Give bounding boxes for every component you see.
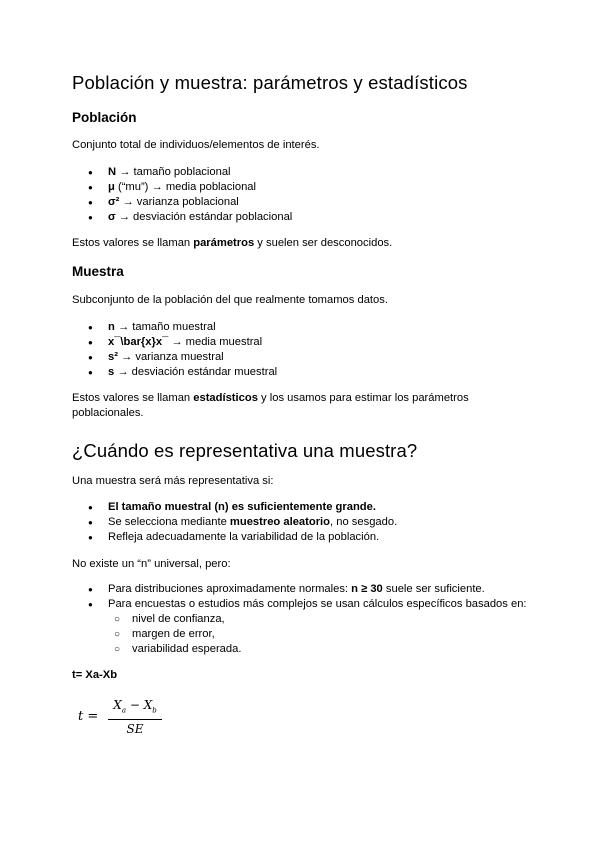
formula-numerator: $X_a - X_b$ (113, 698, 157, 715)
list-item: ○ nivel de confianza, (72, 612, 241, 627)
list-item: ● σ² → varianza poblacional (72, 195, 292, 210)
list-item: ● N → tamaño poblacional (72, 165, 292, 180)
list-item: ○ margen de error, (72, 627, 241, 642)
section-title-representativa: ¿Cuándo es representativa una muestra? (72, 440, 418, 461)
distribuciones-list (72, 582, 527, 612)
poblacion-list (72, 165, 292, 225)
criterios-sublist (72, 612, 241, 657)
fraction-bar (108, 719, 162, 720)
list-item: ● Se selecciona mediante muestreo aleatorio, no sesgado. (72, 515, 397, 530)
poblacion-outro: Estos valores se llaman parámetros y suelen ser desconocidos. (72, 237, 393, 249)
list-item: ● n → tamaño muestral (72, 320, 277, 335)
list-item: ● x¯\bar{x}x¯ → media muestral (72, 335, 277, 350)
list-item: ● Para distribuciones aproximadamente normales: n ≥ 30 suele ser suficiente. (72, 582, 527, 597)
heading-poblacion: Población (72, 110, 137, 125)
poblacion-intro: Conjunto total de individuos/elementos de interés. (72, 139, 320, 151)
list-item: ● σ → desviación estándar poblacional (72, 210, 292, 225)
muestra-outro: Estos valores se llaman estadísticos y los usamos para estimar los parámetros poblacionales. (72, 392, 469, 419)
representativa-p2: No existe un “n” universal, pero: (72, 558, 231, 570)
page-title: Población y muestra: parámetros y estadísticos (72, 72, 468, 93)
representativa-list (72, 500, 397, 545)
formula-denominator: SE (126, 722, 144, 737)
formula-label: t= Xa-Xb (72, 669, 118, 681)
list-item: ● μ (“mu”) → media poblacional (72, 180, 292, 195)
representativa-intro: Una muestra será más representativa si: (72, 475, 274, 487)
formula-fraction (108, 698, 162, 736)
list-item: ○ variabilidad esperada. (72, 642, 241, 657)
list-item: ● Para encuestas o estudios más complejos se usan cálculos específicos basados en: (72, 597, 527, 612)
list-item: ● s² → varianza muestral (72, 350, 277, 365)
muestra-intro: Subconjunto de la población del que realmente tomamos datos. (72, 294, 388, 306)
list-item: ● El tamaño muestral (n) es suficientemente grande. (72, 500, 397, 515)
heading-muestra: Muestra (72, 264, 124, 279)
formula-lhs: t = (78, 709, 99, 724)
list-item: ● Refleja adecuadamente la variabilidad de la población. (72, 530, 397, 545)
list-item: ● s → desviación estándar muestral (72, 365, 277, 380)
muestra-list (72, 320, 277, 380)
